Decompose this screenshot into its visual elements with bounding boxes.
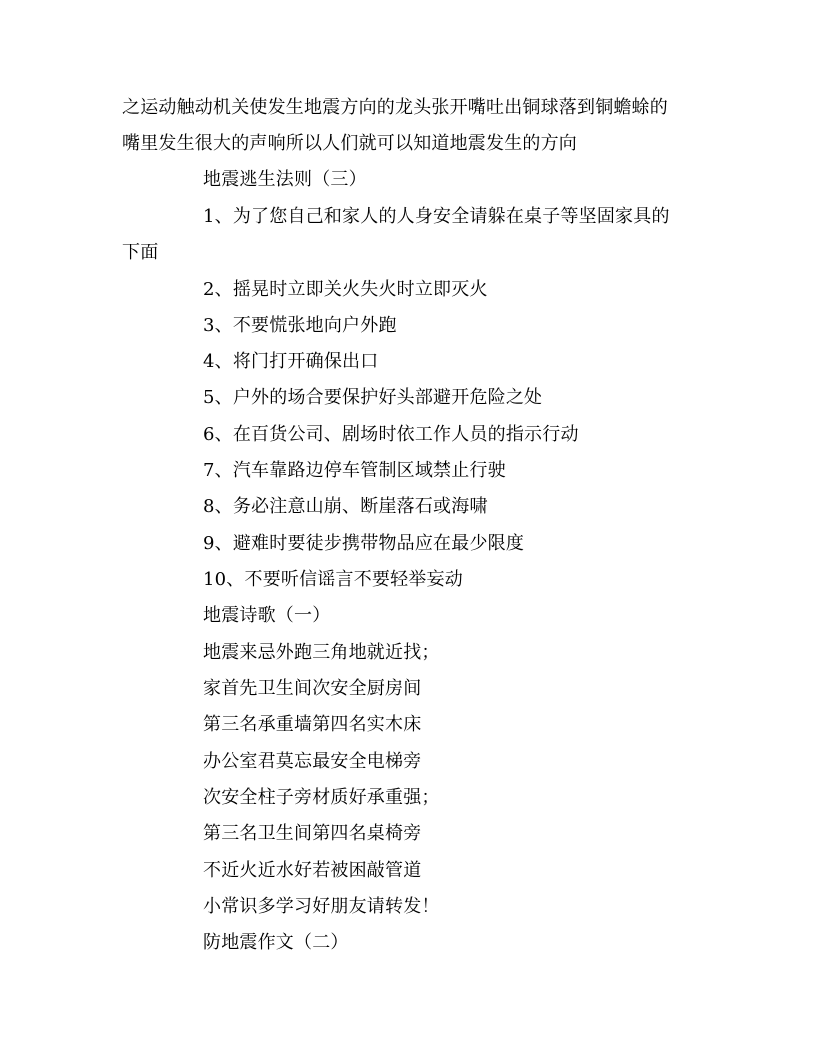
list-item: 7、汽车靠路边停车管制区域禁止行驶 bbox=[203, 460, 506, 481]
list-item: 6、在百货公司、剧场时依工作人员的指示行动 bbox=[203, 424, 579, 445]
list-item: 1、为了您自己和家人的人身安全请躲在桌子等坚固家具的 bbox=[203, 206, 670, 227]
poem-line: 第三名卫生间第四名桌椅旁 bbox=[203, 823, 422, 844]
paragraph-line: 嘴里发生很大的声响所以人们就可以知道地震发生的方向 bbox=[122, 133, 577, 154]
poem-line: 不近火近水好若被困敲管道 bbox=[203, 860, 422, 881]
poem-line: 次安全柱子旁材质好承重强； bbox=[203, 787, 440, 808]
list-item-continuation: 下面 bbox=[122, 242, 159, 263]
section-heading: 防地震作文（二） bbox=[203, 932, 349, 953]
list-item: 2、摇晃时立即关火失火时立即灭火 bbox=[203, 279, 488, 300]
section-heading: 地震诗歌（一） bbox=[203, 605, 331, 626]
list-item: 8、务必注意山崩、断崖落石或海啸 bbox=[203, 496, 488, 517]
section-heading: 地震逃生法则（三） bbox=[203, 169, 367, 190]
list-item: 10、不要听信谣言不要轻举妄动 bbox=[203, 569, 463, 590]
poem-line: 办公室君莫忘最安全电梯旁 bbox=[203, 751, 422, 772]
list-item: 4、将门打开确保出口 bbox=[203, 351, 379, 372]
poem-line: 地震来忌外跑三角地就近找； bbox=[203, 642, 440, 663]
list-item: 9、避难时要徒步携带物品应在最少限度 bbox=[203, 533, 525, 554]
list-item: 5、户外的场合要保护好头部避开危险之处 bbox=[203, 387, 543, 408]
poem-line: 家首先卫生间次安全厨房间 bbox=[203, 678, 422, 699]
poem-line: 小常识多学习好朋友请转发！ bbox=[203, 896, 440, 917]
list-item: 3、不要慌张地向户外跑 bbox=[203, 315, 397, 336]
poem-line: 第三名承重墙第四名实木床 bbox=[203, 714, 422, 735]
paragraph-line: 之运动触动机关使发生地震方向的龙头张开嘴吐出铜球落到铜蟾蜍的 bbox=[122, 97, 668, 118]
